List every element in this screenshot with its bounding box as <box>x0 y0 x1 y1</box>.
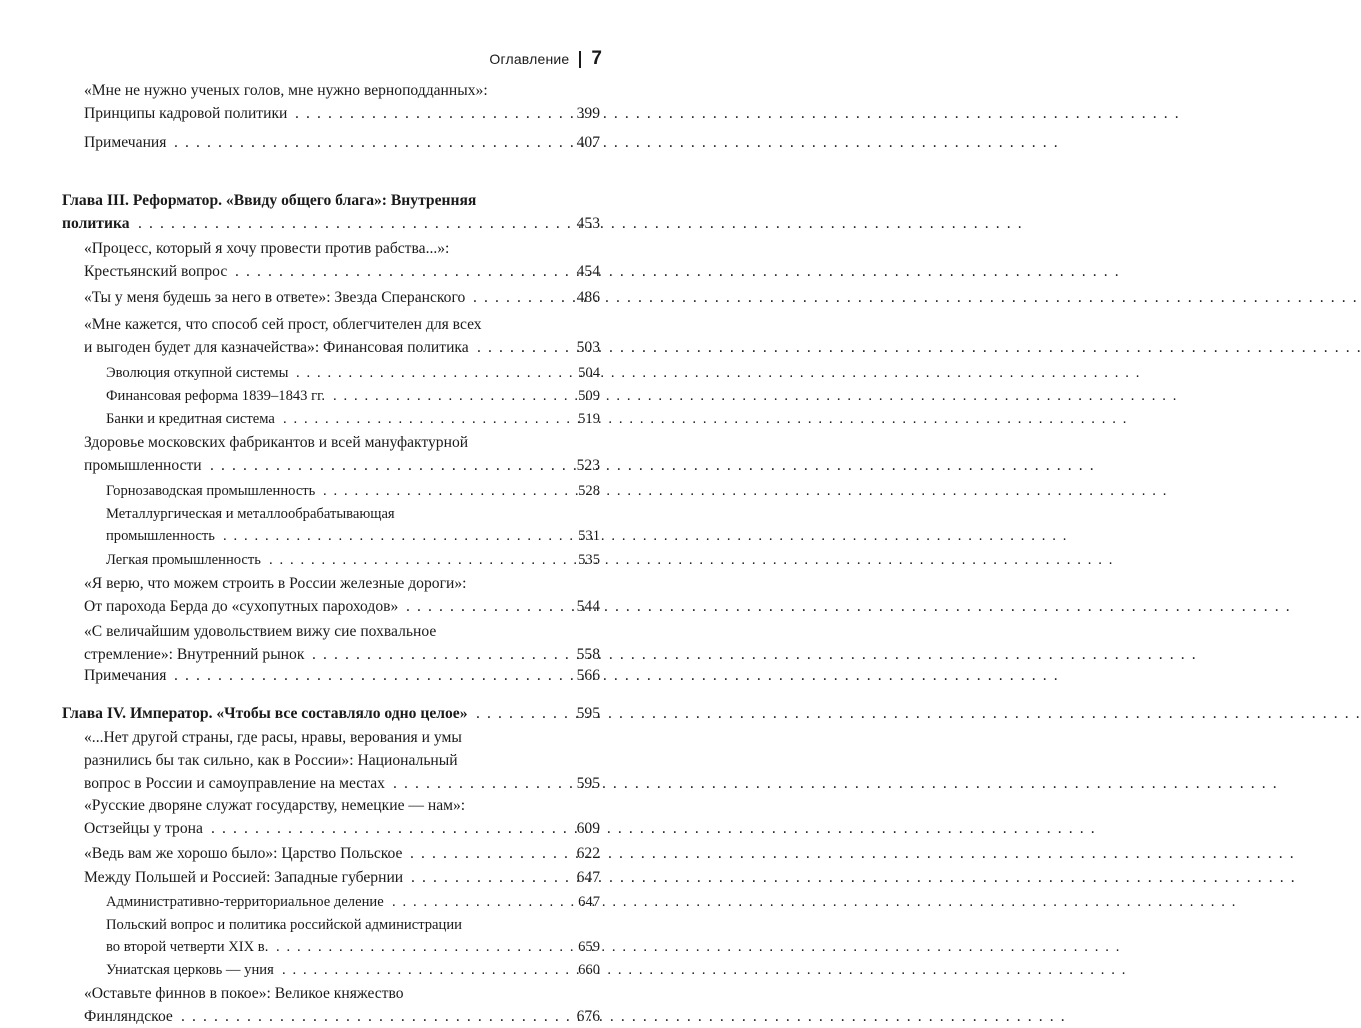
toc-entry-line <box>62 867 600 889</box>
toc-entry-line <box>62 455 600 477</box>
dot-leader <box>269 549 568 571</box>
dot-leader <box>473 287 567 309</box>
running-head-title: Оглавление <box>489 51 570 67</box>
running-head-divider <box>579 51 581 68</box>
toc-page-number: 454 <box>576 263 600 280</box>
toc-page-number: 503 <box>576 339 600 356</box>
toc-page-number: 453 <box>576 215 600 232</box>
toc-entry-title: «Ты у меня будешь за него в ответе»: Звезда Сперанского <box>84 289 466 306</box>
dot-leader <box>210 455 567 477</box>
toc-entry-line <box>62 213 600 235</box>
toc-entry-title: во второй четверти XIX в. <box>106 939 269 955</box>
toc-entry-line <box>62 773 600 795</box>
dot-leader <box>410 843 567 865</box>
toc-entry-line <box>62 703 600 725</box>
toc-entry-line <box>62 337 600 359</box>
toc-entry-title: «Мне кажется, что способ сей прост, облегчителен для всех <box>84 316 482 333</box>
toc-entry-title: вопрос в России и самоуправление на местах <box>84 775 385 792</box>
toc-entry-line <box>62 314 600 336</box>
toc-entry-title: Финансовая реформа 1839–1843 гг. <box>106 388 326 404</box>
dot-leader <box>406 596 567 618</box>
dot-leader <box>235 261 567 283</box>
toc-entry-line <box>62 103 600 125</box>
toc-entry-line <box>62 80 600 102</box>
page-number: 7 <box>591 48 602 69</box>
toc-entry-line <box>62 573 600 595</box>
toc-entry-line <box>62 621 600 643</box>
toc-page-number: 622 <box>576 845 600 862</box>
toc-entry-title: «Процесс, который я хочу провести против рабства...»: <box>84 240 450 257</box>
toc-entry-title: От парохода Берда до «сухопутных пароходов» <box>84 598 399 615</box>
toc-page-number: 647 <box>576 869 600 886</box>
toc-entry-title: промышленности <box>84 457 202 474</box>
toc-page-number: 647 <box>578 894 600 910</box>
toc-page-number: 509 <box>578 388 600 404</box>
toc-entry-line <box>62 750 600 772</box>
dot-leader <box>282 959 568 981</box>
toc-page-number: 523 <box>576 457 600 474</box>
toc-page-number: 519 <box>578 411 600 427</box>
toc-entry-title: Между Польшей и Россией: Западные губернии <box>84 869 404 886</box>
toc-entry-title: «Мне не нужно ученых голов, мне нужно верноподданных»: <box>84 82 488 99</box>
toc-entry-line <box>62 287 600 309</box>
toc-entry-title: Административно-территориальное деление <box>106 894 384 910</box>
toc-entry-title: «С величайшим удовольствием вижу сие похвальное <box>84 623 437 640</box>
toc-page-number: 504 <box>578 365 600 381</box>
toc-entry-line <box>62 596 600 618</box>
toc-entry-title: «Русские дворяне служат государству, немецкие — нам»: <box>84 797 466 814</box>
toc-page-number: 531 <box>578 528 600 544</box>
dot-leader <box>295 103 567 125</box>
toc-page-number: 407 <box>576 134 600 151</box>
toc-entry-title: промышленность <box>106 528 215 544</box>
toc-page-number: 609 <box>576 820 600 837</box>
toc-entry-line <box>62 432 600 454</box>
dot-leader <box>174 132 567 154</box>
dot-leader <box>283 408 568 430</box>
chapter-title: Глава IV. Император. «Чтобы все составляло одно целое» <box>62 705 468 722</box>
toc-entry-title: Крестьянский вопрос <box>84 263 228 280</box>
toc-entry-title: Легкая промышленность <box>106 552 261 568</box>
toc-entry-title: разнились бы так сильно, как в России»: Национальный <box>84 752 458 769</box>
dot-leader <box>296 362 568 384</box>
toc-entry-line <box>62 525 600 547</box>
dot-leader <box>392 891 568 913</box>
toc-entry-title: Польский вопрос и политика российской администрации <box>106 917 462 933</box>
dot-leader <box>211 818 567 840</box>
dot-leader <box>333 385 568 407</box>
toc-page-number: 595 <box>576 705 600 722</box>
toc-page-number: 566 <box>576 667 600 684</box>
toc-entry-line <box>62 238 600 260</box>
dot-leader <box>476 703 567 725</box>
toc-entry-line <box>62 959 600 981</box>
toc-entry-title: «Оставьте финнов в покое»: Великое княжество <box>84 985 404 1002</box>
toc-entry-title: Примечания <box>84 134 167 151</box>
dot-leader <box>138 213 567 235</box>
toc-entry-title: «Ведь вам же хорошо было»: Царство Польское <box>84 845 403 862</box>
toc-entry-line <box>62 665 600 687</box>
dot-leader <box>181 1006 567 1028</box>
dot-leader <box>312 644 567 666</box>
toc-entry-title: Принципы кадровой политики <box>84 105 288 122</box>
toc-entry-title: Остзейцы у трона <box>84 820 203 837</box>
toc-entry-title: и выгоден будет для казначейства»: Финансовая политика <box>84 339 469 356</box>
toc-page-number: 659 <box>578 939 600 955</box>
toc-entry-title: Финляндское <box>84 1008 173 1025</box>
toc-entry-line <box>62 818 600 840</box>
dot-leader <box>411 867 567 889</box>
toc-entry-title: Здоровье московских фабрикантов и всей мануфактурной <box>84 434 469 451</box>
toc-page-number: 486 <box>576 289 600 306</box>
toc-page-number: 595 <box>576 775 600 792</box>
toc-entry-line <box>62 549 600 571</box>
chapter-title: политика <box>62 215 130 232</box>
toc-entry-line <box>62 843 600 865</box>
toc-entry-line <box>62 914 600 936</box>
toc-entry-line <box>62 795 600 817</box>
toc-page-number: 676 <box>576 1008 600 1025</box>
toc-entry-line <box>62 190 600 212</box>
toc-page-number: 660 <box>578 962 600 978</box>
toc-entry-line <box>62 408 600 430</box>
toc-entry-line <box>62 644 600 666</box>
dot-leader <box>477 337 567 359</box>
toc-entry-title: «...Нет другой страны, где расы, нравы, верования и умы <box>84 729 462 746</box>
dot-leader <box>174 665 567 687</box>
toc-entry-line <box>62 936 600 958</box>
toc-entry-line <box>62 727 600 749</box>
dot-leader <box>323 480 568 502</box>
toc-entry-line <box>62 1006 600 1028</box>
toc-entry-title: Эволюция откупной системы <box>106 365 289 381</box>
toc-entry-line <box>62 132 600 154</box>
toc-entry-title: Горнозаводская промышленность <box>106 483 316 499</box>
toc-entry-title: Униатская церковь — уния <box>106 962 274 978</box>
toc-entry-line <box>62 362 600 384</box>
toc-entry-line <box>62 480 600 502</box>
toc-entry-title: стремление»: Внутренний рынок <box>84 646 305 663</box>
running-head <box>489 48 602 70</box>
toc-entry-title: Банки и кредитная система <box>106 411 275 427</box>
dot-leader <box>276 936 568 958</box>
toc-entry-line <box>62 385 600 407</box>
toc-page-number: 544 <box>576 598 600 615</box>
toc-page-number: 535 <box>578 552 600 568</box>
dot-leader <box>223 525 568 547</box>
toc-entry-line <box>62 261 600 283</box>
toc-entry-title: Металлургическая и металлообрабатывающая <box>106 506 395 522</box>
dot-leader <box>393 773 567 795</box>
toc-entry-line <box>62 503 600 525</box>
chapter-title: Глава III. Реформатор. «Ввиду общего блага»: Внутренняя <box>62 192 477 209</box>
toc-page-number: 399 <box>576 105 600 122</box>
toc-page-number: 528 <box>578 483 600 499</box>
toc-page-number: 558 <box>576 646 600 663</box>
toc-entry-line <box>62 983 600 1005</box>
toc-entry-title: Примечания <box>84 667 167 684</box>
toc-entry-line <box>62 891 600 913</box>
toc-entry-title: «Я верю, что можем строить в России железные дороги»: <box>84 575 467 592</box>
